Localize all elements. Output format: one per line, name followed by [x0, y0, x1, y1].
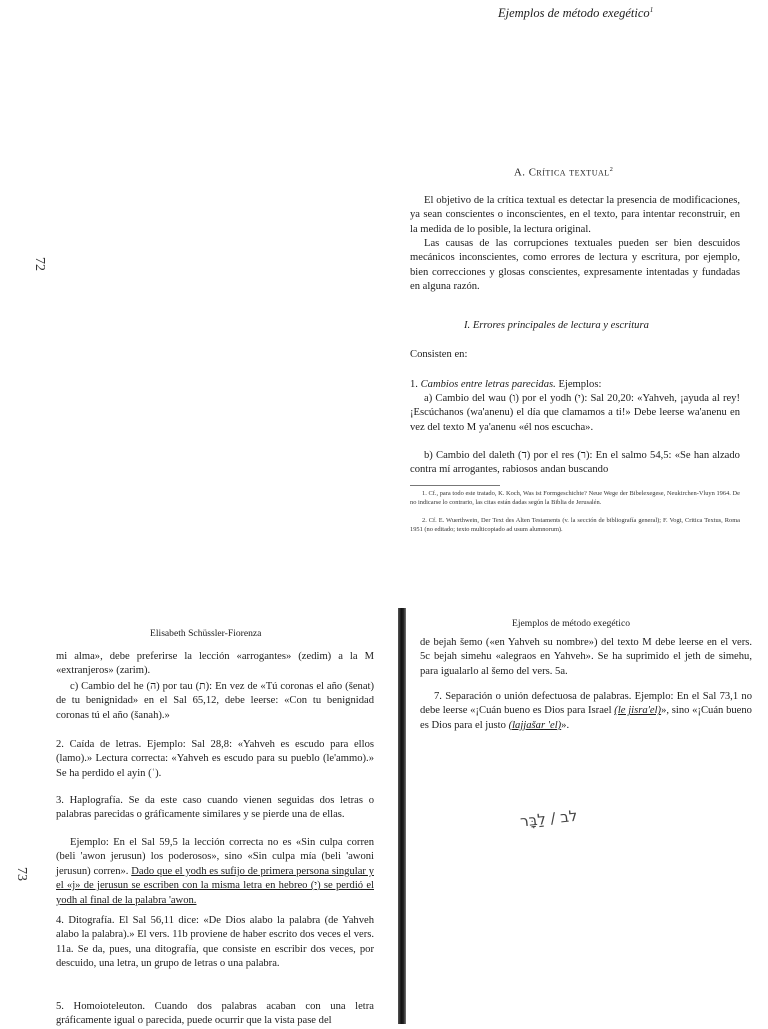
- left-running-head: Elisabeth Schüssler-Fiorenza: [150, 628, 262, 639]
- item-7-text-b: », sino «¡Cuán bueno es Dios para el justo: [420, 705, 752, 731]
- item-3-example-b-underlined: Dado que el yodh es sufijo de primera persona singular y el «j» de jerusun se escriben con la misma letra en hebreo (י) se perdió el yodh al final de la palabra 'awon.: [56, 865, 375, 906]
- right-continuation: de bejah šemo («en Yahveh su nombre») del texto M debe leerse en el vers. 5c bejah simehu «alegraos en Yahveh». Se ha suprimido el jeth de simehu, para igualarlo al šemo del vers. 5a.: [420, 637, 752, 677]
- item-3-example: [56, 836, 374, 908]
- handwritten-hebrew-note: [520, 808, 610, 848]
- item-1-after: Ejemplos:: [558, 379, 602, 390]
- top-running-head: [498, 6, 653, 21]
- item-5: 5. Homoioteleuton. Cuando dos palabras acaban con una letra gráficamente igual o parecida, puede ocurrir que la vista pase del: [56, 1001, 374, 1027]
- book-gutter: [398, 608, 406, 1024]
- footnote-1: 1. Cf., para todo este tratado, K. Koch, Was ist Formgeschichte? Neue Wege der Bibelexegese, Neukirchen-Vluyn 1964. De no indicarse lo contrario, las citas están dadas según la Biblia de Jerusalén.: [410, 490, 740, 506]
- page-number-72: 72: [32, 257, 47, 271]
- left-continuation: mi alma», debe preferirse la lección «arrogantes» (zedim) a la M «extranjeros» (zarim).: [56, 651, 374, 677]
- item-1c: c) Cambio del he (ה) por tau (ת): En vez de «Tú coronas el año (šenat) de tu benignidad» en el Sal 65,12, debe leerse: «Con tu benignidad coronas tú el año (šanah).»: [56, 681, 374, 721]
- item-1-heading: [410, 378, 740, 392]
- page-number-73: 73: [14, 867, 29, 881]
- item-1b: b) Cambio del daleth (ד) por el res (ר): En el salmo 54,5: «Se han alzado contra mí arrogantes, rabiosos andan buscando: [410, 450, 740, 476]
- item-1-num: 1.: [410, 379, 418, 390]
- right-running-head: Ejemplos de método exegético: [512, 618, 631, 629]
- item-1a: a) Cambio del wau (ו) por el yodh (י): Sal 20,20: «Yahveh, ¡ayuda al rey! ¡Escúchanos (wa'anenu) el día que clamamos a ti!» Debe leerse wa'anenu en vez del texto M ya'anenu «él nos escucha».: [410, 393, 740, 433]
- item-7-text-c: ».: [561, 719, 570, 731]
- item-7: [420, 690, 752, 733]
- top-running-head-sup: 1: [649, 6, 654, 14]
- intro-paragraph-1: El objetivo de la crítica textual es detectar la presencia de modificaciones, ya sean conscientes o inconscientes, en el texto, para intentar reconstruir, en la medida de lo posible, la lectura original.: [410, 195, 740, 235]
- section-heading-sup: 2: [609, 166, 614, 173]
- item-2: 2. Caída de letras. Ejemplo: Sal 28,8: «Yahveh es escudo para ellos (lamo).» Lectura correcta: «Yahveh es escudo para su pueblo (le'ammo).» Se ha perdido el ayin (ʿ).: [56, 739, 374, 779]
- consisten-en: Consisten en:: [410, 349, 468, 360]
- footnote-rule: [410, 485, 500, 486]
- section-heading-text: A. Crítica textual: [514, 166, 610, 179]
- item-7-text-a: 7. Separación o unión defectuosa de palabras. Ejemplo: En el Sal 73,1 no debe leerse «¡Cuán bueno es Dios para Israel: [420, 691, 752, 717]
- footnote-2: 2. Cf. E. Wuerthwein, Der Text des Alten Testaments (v. la sección de bibliografía general); F. Vogt, Critica Textus, Roma 1951 (no editado; texto multicopiado ad usum alumnorum).: [410, 517, 740, 533]
- intro-paragraph-2: Las causas de las corrupciones textuales pueden ser bien descuidos mecánicos inconscientes, como errores de lectura y escritura, por ejemplo, bien correcciones y glosas conscientes, expresamente intentadas y fundadas en alguna razón.: [410, 238, 740, 293]
- item-3: 3. Haplografía. Se da este caso cuando vienen seguidas dos letras o palabras parecidas o gráficamente similares y se pierde una de ellas.: [56, 795, 374, 821]
- subheading-errores: I. Errores principales de lectura y escritura: [464, 320, 649, 331]
- item-7-underlined-2: (lajjašar 'el): [508, 719, 562, 731]
- item-7-underlined-1: (le jisra'el): [614, 705, 662, 717]
- item-4: 4. Ditografía. El Sal 56,11 dice: «De Dios alabo la palabra (de Yahveh alabo la palabra).» El vers. 11b proviene de haber escrito dos veces el vers. 11a. Se da, pues, una ditografía, que consiste en escribir dos veces, por descuido, una letra, un grupo de letras o una palabra.: [56, 915, 374, 970]
- handwritten-hebrew-text: לב / לַבָּר: [519, 806, 579, 831]
- section-heading: [514, 166, 613, 179]
- item-3-example-a: Ejemplo: En el Sal 59,5 la lección correcta no es «Sin culpa corren (beli 'awon jerusun) los poderosos», sino «Sin culpa mía (beli 'awoni jerusun) corren».: [56, 837, 374, 877]
- top-running-head-text: Ejemplos de método exegético: [498, 6, 650, 21]
- item-1-title: Cambios entre letras parecidas.: [420, 379, 556, 390]
